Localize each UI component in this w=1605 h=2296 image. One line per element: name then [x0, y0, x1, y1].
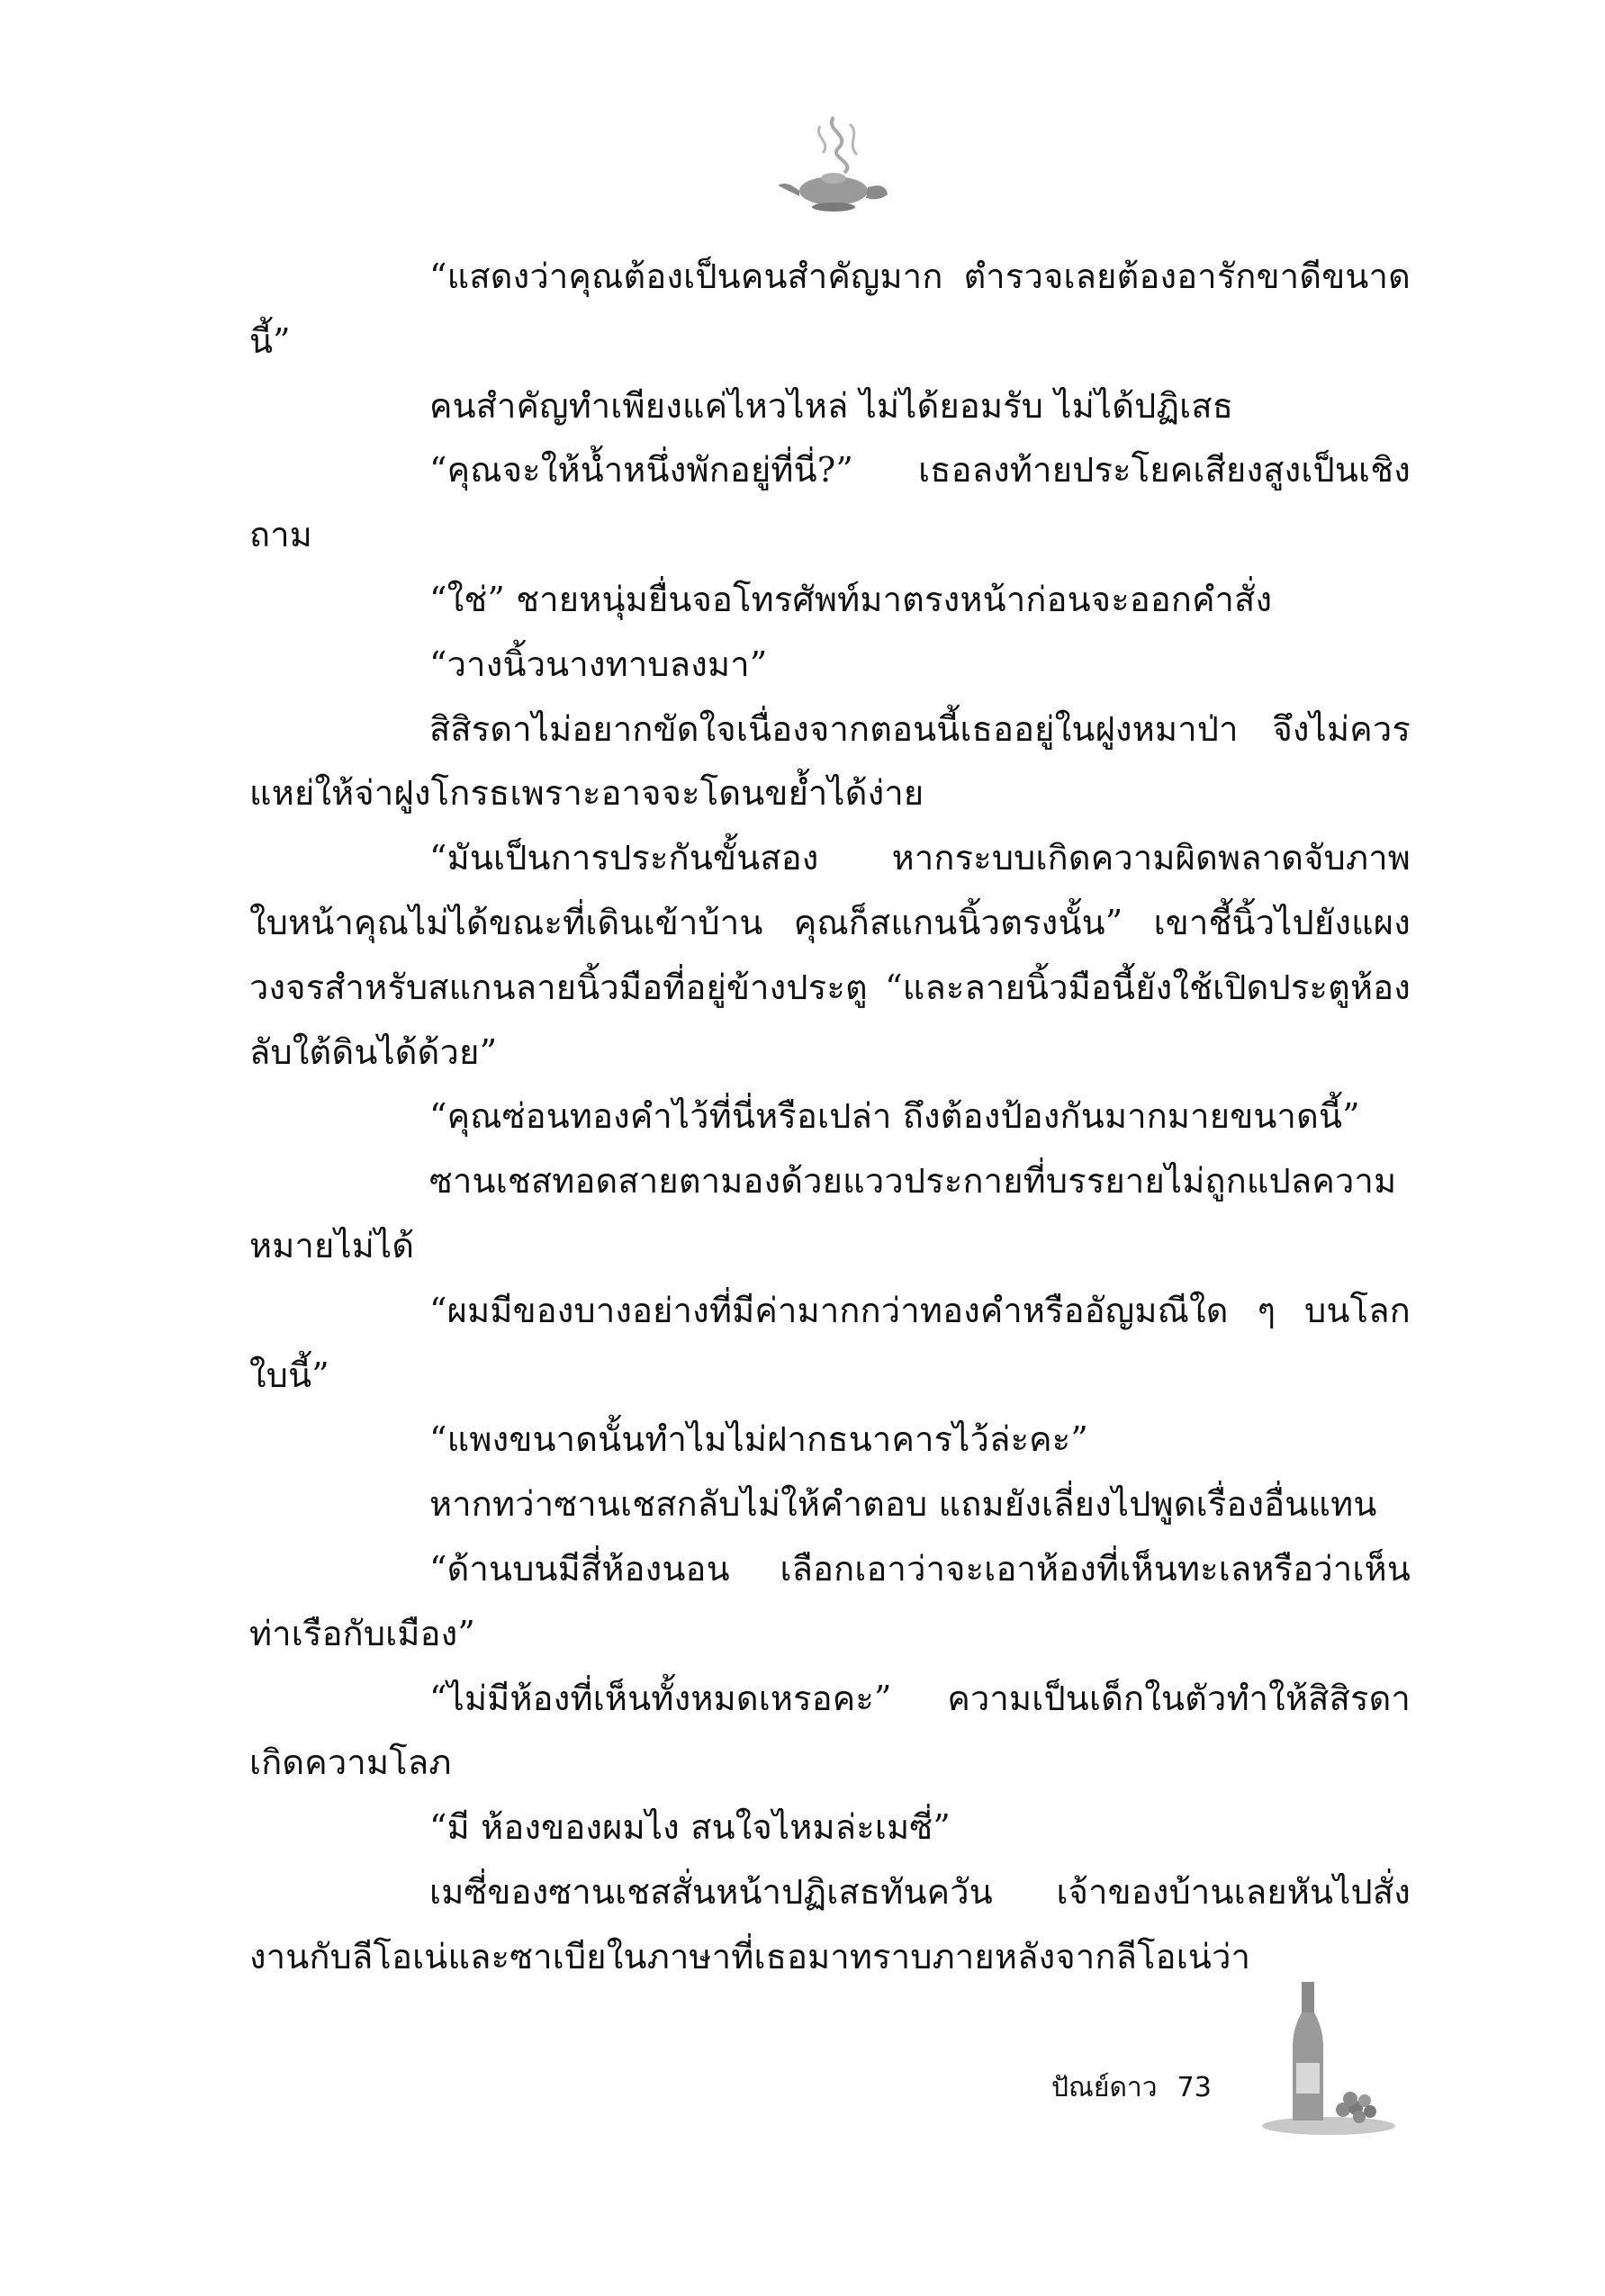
page-footer [1051, 2066, 1212, 2109]
paragraph: คนสำคัญทำเพียงแค่ไหวไหล่ ไม่ได้ยอมรับ ไม่ได้ปฏิเสธ [429, 385, 1234, 426]
paragraph: “คุณจะให้น้ำหนึ่งพักอยู่ที่นี่?” เธอลงท้ายประโยคเสียงสูงเป็นเชิงถาม [249, 450, 1411, 555]
paragraph: “ผมมีของบางอย่างที่มีค่ามากกว่าทองคำหรืออัญมณีใด ๆ บนโลกใบนี้” [249, 1290, 1411, 1395]
teapot-ornament-icon [771, 108, 897, 225]
paragraph: “แสดงว่าคุณต้องเป็นคนสำคัญมาก ตำรวจเลยต้องอารักขาดีขนาดนี้” [249, 257, 1411, 361]
paragraph: สิสิรดาไม่อยากขัดใจเนื่องจากตอนนี้เธออยู่ในฝูงหมาป่า จึงไม่ควรแหย่ให้จ่าฝูงโกรธเพราะอาจจะโดนขย้ำได้ง่าย [249, 708, 1411, 814]
body-text [249, 245, 1411, 1990]
paragraph: “ไม่มีห้องที่เห็นทั้งหมดเหรอคะ” ความเป็นเด็กในตัวทำให้สิสิรดาเกิดความโลภ [249, 1678, 1411, 1783]
paragraph: “ด้านบนมีสี่ห้องนอน เลือกเอาว่าจะเอาห้องที่เห็นทะเลหรือว่าเห็นท่าเรือกับเมือง” [249, 1548, 1411, 1653]
author-name: ปัณย์ดาว [1051, 2072, 1158, 2103]
paragraph: “มันเป็นการประกันขั้นสอง หากระบบเกิดความผิดพลาดจับภาพใบหน้าคุณไม่ได้ขณะที่เดินเข้าบ้าน คุณก็สแกนนิ้วตรงนั้น” เขาชี้นิ้วไปยังแผงวงจรสำหรับสแกนลายนิ้วมือที่อยู่ข้างประตู “และลายนิ้วมือนี้ยังใช้เปิดประตูห้องลับใต้ดินได้ด้วย” [249, 838, 1411, 1072]
paragraph: “ใช่” ชายหนุ่มยื่นจอโทรศัพท์มาตรงหน้าก่อนจะออกคำสั่ง [429, 579, 1273, 619]
paragraph: เมซี่ของซานเชสสั่นหน้าปฏิเสธทันควัน เจ้าของบ้านเลยหันไปสั่งงานกับลีโอเน่และซาเบียในภาษาที่เธอมาทราบภายหลังจากลีโอเน่ว่า [249, 1871, 1411, 1976]
paragraph: ซานเชสทอดสายตามองด้วยแววประกายที่บรรยายไม่ถูกแปลความหมายไม่ได้ [249, 1161, 1397, 1265]
paragraph: หากทว่าซานเชสกลับไม่ให้คำตอบ แถมยังเลี่ยงไปพูดเรื่องอื่นแทน [429, 1484, 1377, 1525]
wine-bottle-ornament-icon [1257, 1976, 1401, 2138]
paragraph: “วางนิ้วนางทาบลงมา” [429, 644, 768, 684]
page-number: 73 [1177, 2072, 1212, 2103]
paragraph: “คุณซ่อนทองคำไว้ที่นี่หรือเปล่า ถึงต้องป้องกันมากมายขนาดนี้” [429, 1096, 1360, 1137]
paragraph: “แพงขนาดนั้นทำไมไม่ฝากธนาคารไว้ล่ะคะ” [429, 1419, 1089, 1460]
paragraph: “มี ห้องของผมไง สนใจไหมล่ะเมซี่” [429, 1807, 951, 1848]
